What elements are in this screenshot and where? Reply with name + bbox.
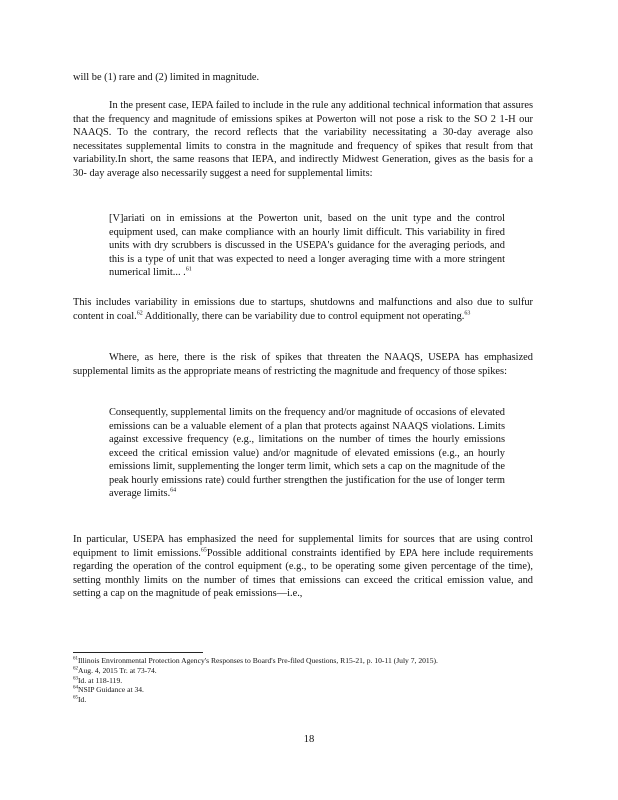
footnote-text: Aug. 4, 2015 Tr. at 73-74. (78, 665, 157, 675)
footnote-text: Illinois Environmental Protection Agency's Responses to Board's Pre-filed Questions, R15-21, p. 10-11 (July 7, 2015). (78, 656, 438, 665)
footnote-63 (73, 676, 533, 686)
paragraph-text: In particular, USEPA has emphasized the need for supplemental limits for sources that are using control equipment to limit emissions. (73, 534, 533, 559)
footnote-64 (73, 685, 533, 695)
paragraph-present-case (73, 99, 533, 180)
footnote-number: 61 (73, 656, 78, 662)
footnote-ref-61[interactable]: 61 (185, 266, 192, 273)
quote-text: [V]ariati on in emissions at the Powerton unit, based on the unit type and the control equipment used, can make compliance with an hourly limit difficult. This variability in fired units with dry scrubbers is discussed in the USEPA's guidance for the averaging periods, and this is a type of unit that was expected to need a longer averaging time with a more stringent numerical limit... . (109, 213, 505, 278)
paragraph-variability (73, 296, 533, 323)
footnote-65 (73, 695, 533, 705)
paragraph-in-particular (73, 533, 533, 601)
footnote-number: 64 (73, 685, 78, 691)
footnote-ref-62[interactable]: 62 (136, 310, 143, 317)
footnote-text: Id. (78, 695, 87, 705)
footnote-61 (73, 656, 533, 666)
paragraph-where-as-here (73, 351, 533, 378)
paragraph-text: will be (1) rare and (2) limited in magnitude. (73, 72, 260, 83)
footnote-divider (73, 652, 203, 653)
footnote-ref-65[interactable]: 65 (200, 547, 207, 554)
footnote-number: 63 (73, 676, 78, 682)
page-number: 18 (303, 734, 315, 745)
paragraph-text: Where, as here, there is the risk of spikes that threaten the NAAQS, USEPA has emphasized supplemental limits as the appropriate means of restricting the magnitude and frequency of those spikes: (73, 352, 533, 377)
footnote-text: Id. at 118-119. (78, 675, 123, 685)
block-quote-supplemental-limits (109, 406, 505, 501)
footnote-text: NSIP Guidance at 34. (78, 685, 144, 695)
paragraph-text: In the present case, IEPA failed to include in the rule any additional technical information that assures that the frequency and magnitude of emissions spikes at Powerton will not pose a risk to the SO 2 1-H our NAAQS. To the contrary, the record reflects that the variability necessitating a 30-day average also necessitates supplemental limits to constra in the magnitude and frequency of spikes that result from that variability.In short, the same reasons that IEPA, and indirectly Midwest Generation, gives as the basis for a 30- day average also necessarily suggest a need for supplemental limits: (73, 100, 533, 179)
footnotes (73, 656, 533, 705)
paragraph-text: This includes variability in emissions due to startups, shutdowns and malfunctions and also due to sulfur content in coal. (73, 297, 533, 322)
paragraph-text: Additionally, there can be variability due to control equipment not operating. (142, 310, 465, 322)
block-quote-iepa-response (109, 212, 505, 280)
paragraph-text: Possible additional constraints identified by EPA here include requirements regarding the operation of the control equipment (e.g., to be operating some given percentage of the time), setting monthly limits on the number of times that emissions can exceed the critical emission value, and setting a cap on the magnitude of peak emissions—i.e., (73, 547, 533, 599)
quote-text: Consequently, supplemental limits on the frequency and/or magnitude of occasions of elevated emissions can be a valuable element of a plan that protects against NAAQS violations. Limits against excessive frequency (e.g., limitations on the number of times the hourly emissions exceed the critical emission value) and/or magnitude of elevated emissions (e.g., an hourly emissions limit, supplementing the longer term limit, which sets a cap on the magnitude of the peak hourly emissions rate) could further strengthen the justification for the use of longer term average limits. (109, 407, 505, 499)
footnote-number: 65 (73, 695, 78, 701)
footnote-ref-63[interactable]: 63 (464, 310, 471, 317)
paragraph-continuation (73, 71, 533, 85)
footnote-62 (73, 666, 533, 676)
footnote-number: 62 (73, 666, 78, 672)
footnote-ref-64[interactable]: 64 (170, 487, 177, 494)
